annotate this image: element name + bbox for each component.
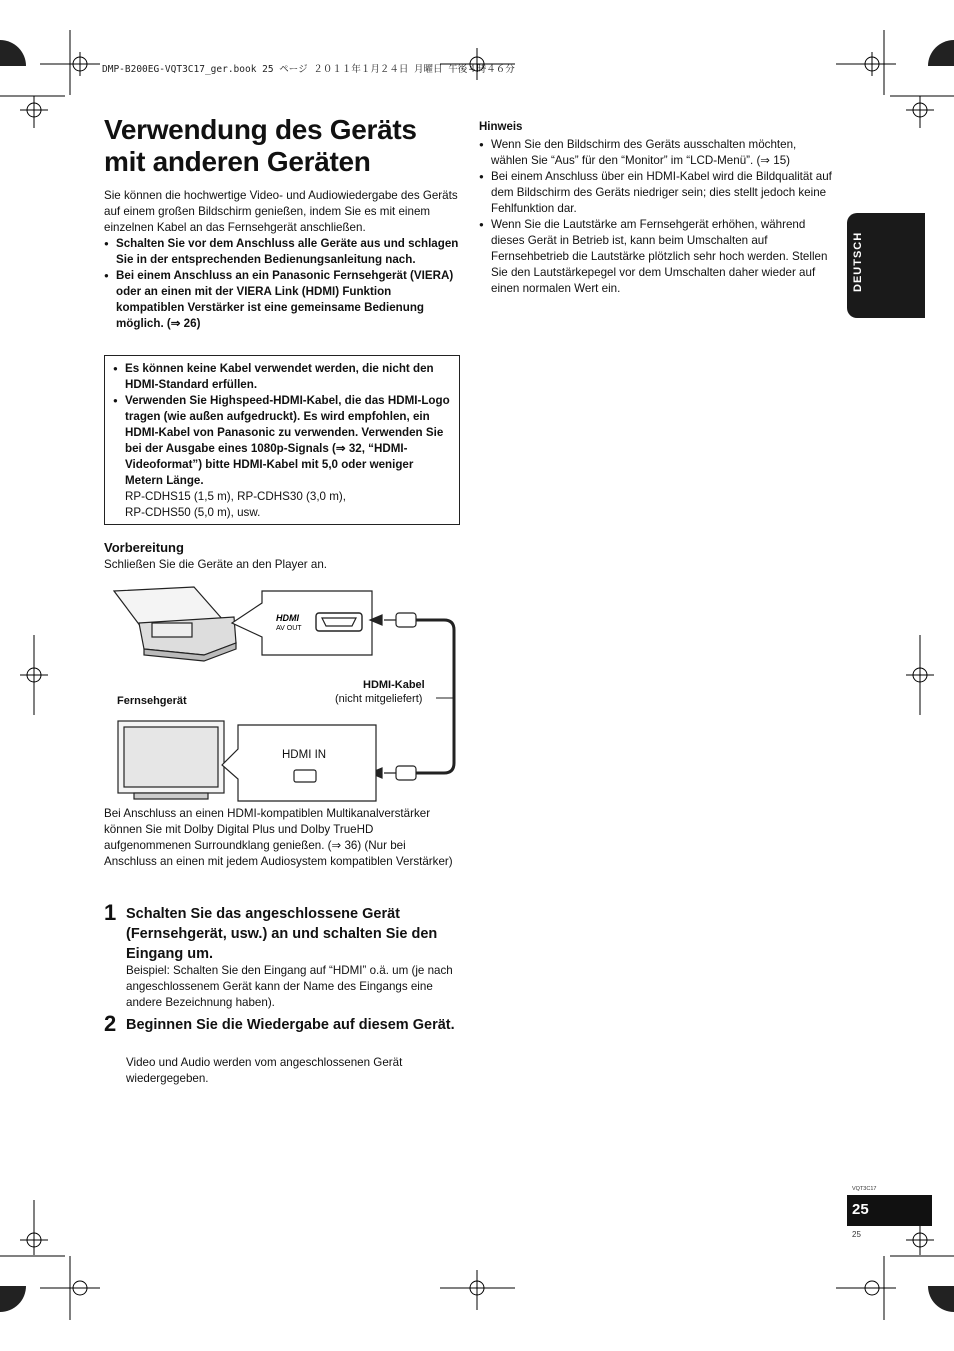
step-text: Beispiel: Schalten Sie den Eingang auf “HDMI” o.ä. um (je nach angeschlossenem Gerät kann der Name des Eingangs eine andere Bezeichnung haben). bbox=[126, 964, 453, 1009]
hinweis-heading: Hinweis bbox=[479, 121, 523, 133]
page-number: 25 bbox=[852, 1201, 869, 1218]
multichannel-note: Bei Anschluss an einen HDMI-kompatiblen Multikanalverstärker können Sie mit Dolby Digital Plus und Dolby TrueHD aufgenommenen Surroundklang genießen. (⇒ 36) (Nur bei Anschluss an einen mit jedem Audiosystem kompatiblen Verstärker) bbox=[104, 807, 453, 868]
cable-label: HDMI-Kabel bbox=[363, 679, 425, 691]
step-number: 1 bbox=[104, 900, 117, 925]
step-title: Schalten Sie das angeschlossene Gerät (Fernsehgerät, usw.) an und schalten Sie den Eingang um. bbox=[126, 906, 438, 962]
intro-paragraph: Sie können die hochwertige Video- und Audiowiedergabe des Geräts auf einem großen Bildschirm genießen, indem Sie es mit einem einzelnen Kabel an das Fernsehgerät anschließen. bbox=[104, 189, 458, 234]
tv-label: Fernsehgerät bbox=[117, 695, 187, 707]
page-number-small: 25 bbox=[852, 1230, 861, 1239]
tv-illustration bbox=[118, 721, 224, 799]
av-out-label: AV OUT bbox=[276, 625, 302, 632]
list-item: ● Schalten Sie vor dem Anschluss alle Geräte aus und schlagen Sie in der entsprechenden Bedienungsanleitung nach. bbox=[104, 236, 460, 268]
list-item: ● Bei einem Anschluss an ein Panasonic Fernsehgerät (VIERA) oder an einen mit der VIERA Link (HDMI) Funktion kompatiblen Verstärker ist eine gemeinsame Bedienung möglich. (⇒ 26) bbox=[104, 268, 460, 332]
page-title: Verwendung des Geräts mit anderen Geräten bbox=[104, 114, 417, 177]
cable-notice-box bbox=[104, 355, 460, 525]
step-text: Video und Audio werden vom angeschlossenen Gerät wiedergegeben. bbox=[126, 1056, 403, 1085]
hdmi-in-label: HDMI IN bbox=[282, 749, 327, 761]
preparation-text: Schließen Sie die Geräte an den Player an. bbox=[104, 558, 327, 571]
step-title: Beginnen Sie die Wiedergabe auf diesem Gerät. bbox=[126, 1017, 455, 1033]
intro-section bbox=[104, 188, 460, 332]
list-item: ● Es können keine Kabel verwendet werden, die nicht den HDMI-Standard erfüllen. bbox=[113, 361, 451, 393]
document-code: VQT3C17 bbox=[852, 1186, 877, 1192]
hdmi-logo-text: HDMI bbox=[276, 613, 299, 623]
list-item: ● Wenn Sie die Lautstärke am Fernsehgerät erhöhen, während dieses Gerät in Betrieb ist, kann beim Umschalten auf Fernsehbetrieb die Lautstärke plötzlich sehr hoch werden. Stellen Sie den Lautstärkepegel vor dem Umschalten daher wieder auf einen normalen Wert ein. bbox=[479, 217, 835, 297]
player-illustration bbox=[114, 587, 236, 661]
preparation-heading: Vorbereitung bbox=[104, 540, 184, 555]
intro-bullets bbox=[104, 236, 460, 332]
print-file-line: DMP-B200EG-VQT3C17_ger.book 25 ページ ２０１１年１月２４日 月曜日 午後４時４６分 bbox=[102, 64, 515, 75]
list-item: ● Verwenden Sie Highspeed-HDMI-Kabel, die das HDMI-Logo tragen (wie außen aufgedruckt). Es wird empfohlen, ein HDMI-Kabel von Panasonic zu verwenden. Verwenden Sie bei der Ausgabe eines 1080p-Signals (⇒ 32, “HDMI-Videoformat”) bitte HDMI-Kabel mit 5,0 oder weniger Metern Länge. RP-CDHS15 (1,5 m), RP-CDHS30 (3,0 m), RP-CDHS50 (5,0 m), usw. bbox=[113, 393, 451, 521]
list-item: ● Wenn Sie den Bildschirm des Geräts ausschalten möchten, wählen Sie “Aus” für den “Monitor” im “LCD-Menü”. (⇒ 15) bbox=[479, 137, 835, 169]
cable-note: (nicht mitgeliefert) bbox=[335, 693, 423, 705]
hinweis-section bbox=[479, 137, 835, 297]
step-number: 2 bbox=[104, 1011, 117, 1036]
list-item: ● Bei einem Anschluss über ein HDMI-Kabel wird die Bildqualität auf dem Bildschirm des Geräts niedriger sein; dies stellt jedoch keine Fehlfunktion dar. bbox=[479, 169, 835, 217]
language-tab-label: DEUTSCH bbox=[852, 231, 864, 292]
